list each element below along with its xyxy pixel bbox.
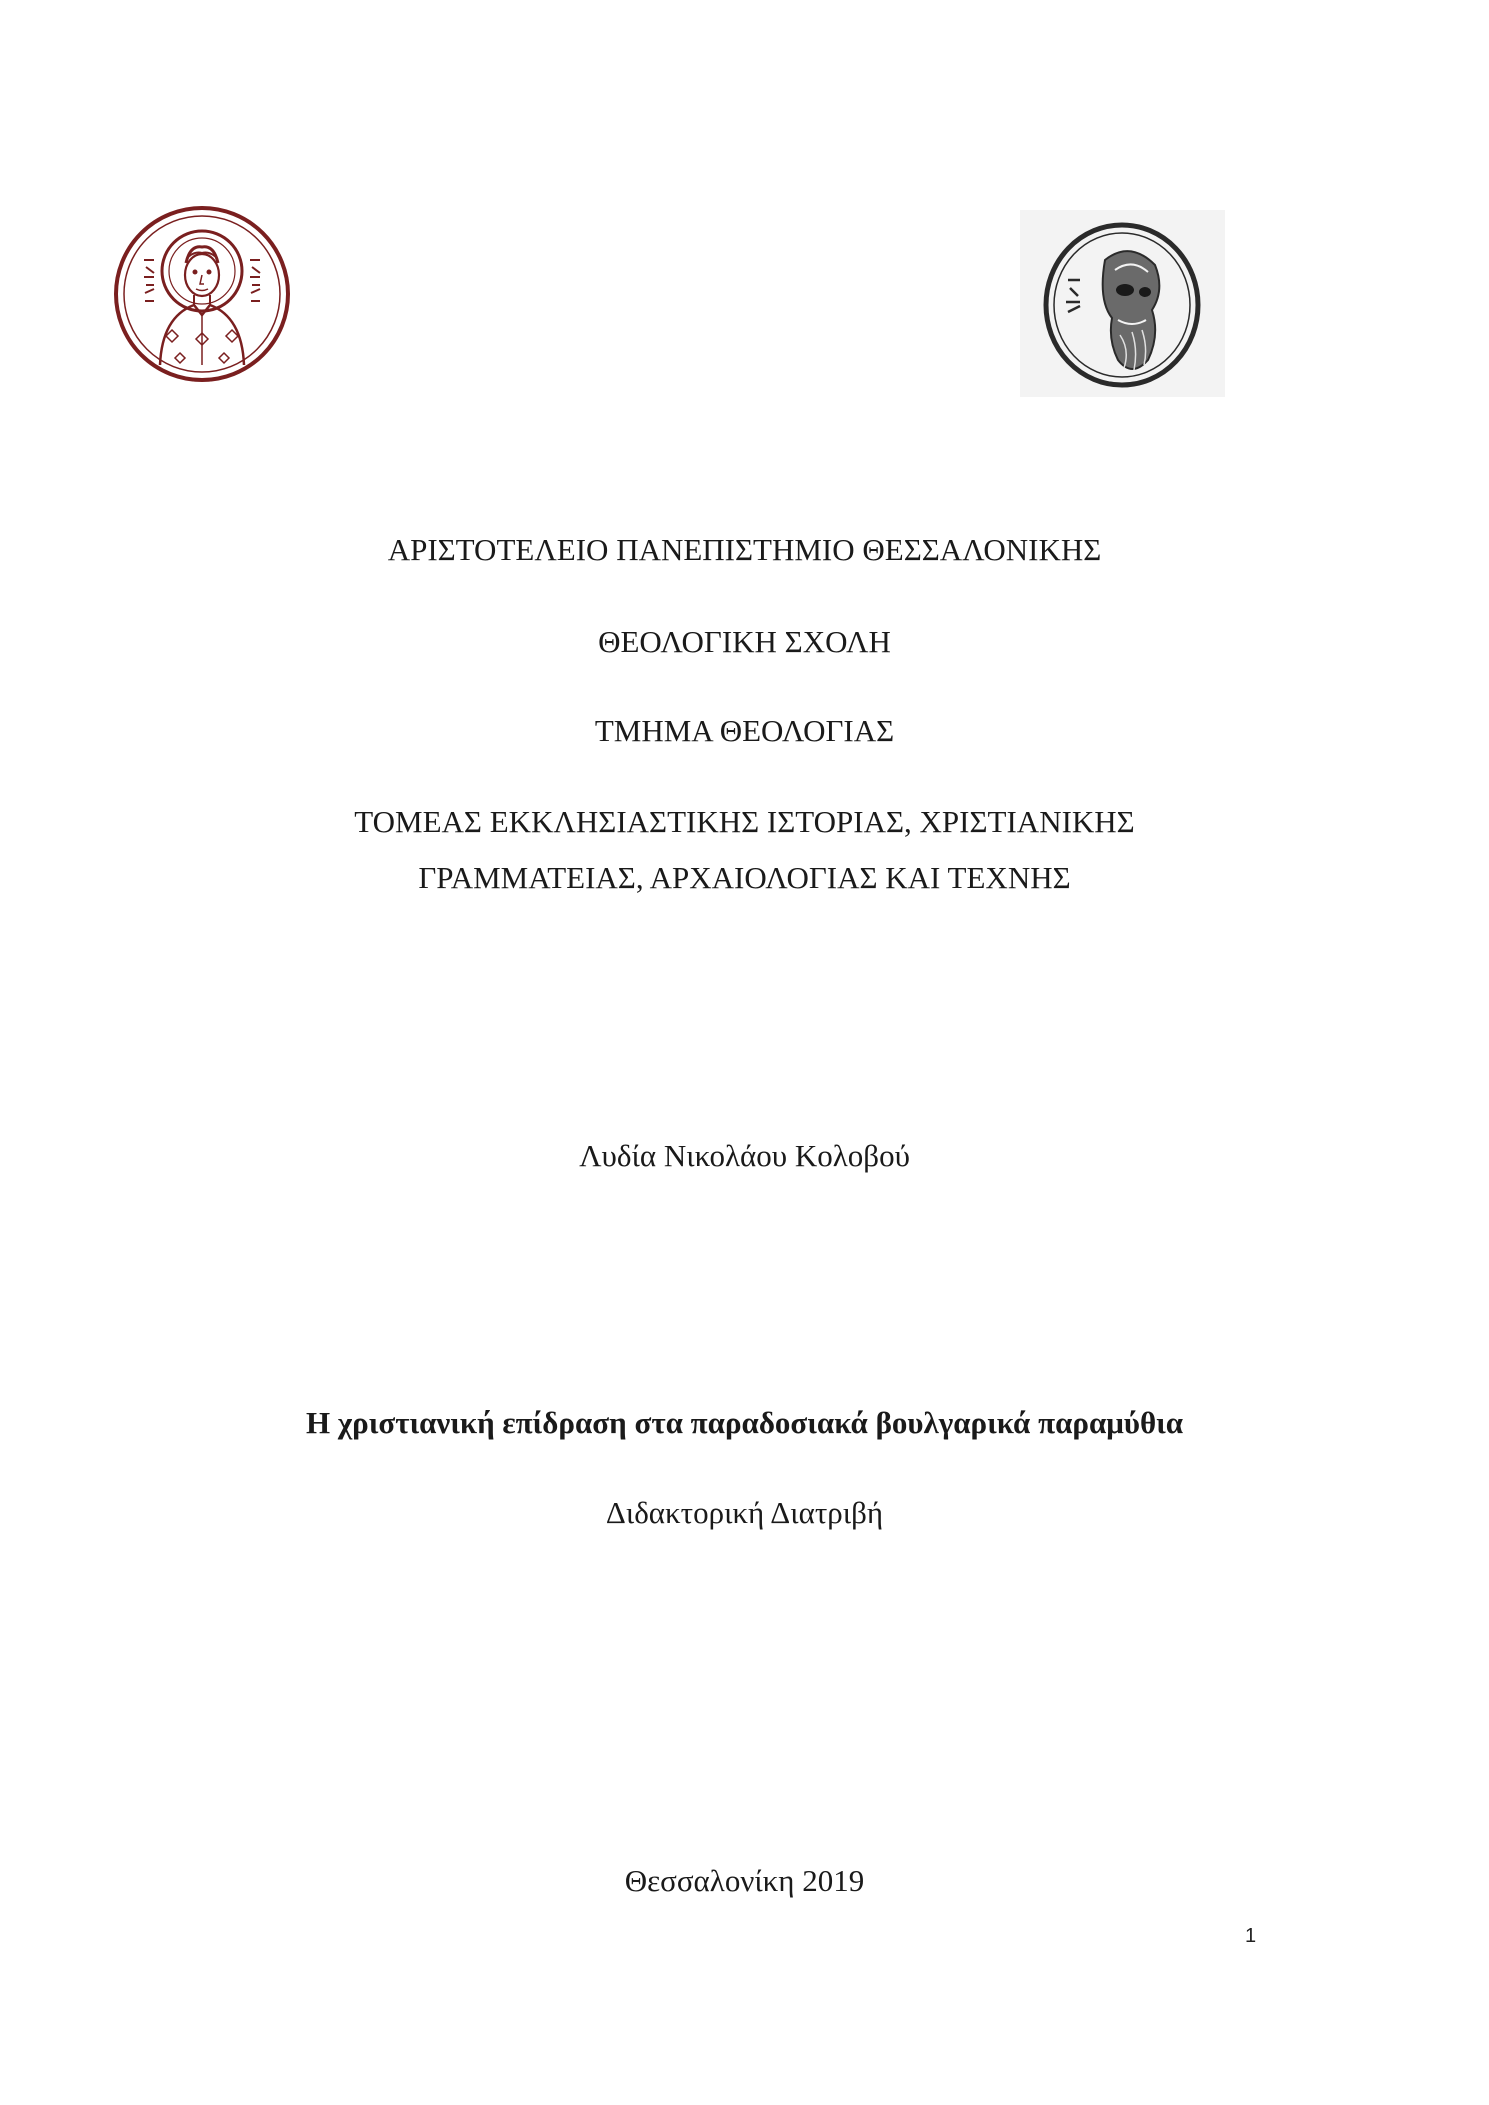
sector-name-line-1: ΤΟΜΕΑΣ ΕΚΚΛΗΣΙΑΣΤΙΚΗΣ ΙΣΤΟΡΙΑΣ, ΧΡΙΣΤΙΑΝΙΚΗΣ [354,804,1135,839]
theology-school-coin-seal-icon [1020,210,1225,397]
thesis-title: Η χριστιανική επίδραση στα παραδοσιακά βουλγαρικά παραμύθια [305,1405,1184,1440]
department-name: ΤΜΗΜΑ ΘΕΟΛΟΓΙΑΣ [594,713,895,748]
school-name: ΘΕΟΛΟΓΙΚΗ ΣΧΟΛΗ [598,624,891,659]
thesis-type: Διδακτορική Διατριβή [605,1495,884,1530]
page-number: 1 [1245,1925,1257,1947]
place-year: Θεσσαλονίκη 2019 [624,1863,865,1898]
aristotle-university-seal-icon [110,205,295,383]
author-name: Λυδία Νικολάου Κολοβού [579,1138,910,1173]
sector-name-line-2: ΓΡΑΜΜΑΤΕΙΑΣ, ΑΡΧΑΙΟΛΟΓΙΑΣ ΚΑΙ ΤΕΧΝΗΣ [418,860,1071,895]
university-name: ΑΡΙΣΤΟΤΕΛΕΙΟ ΠΑΝΕΠΙΣΤΗΜΙΟ ΘΕΣΣΑΛΟΝΙΚΗΣ [387,532,1102,567]
